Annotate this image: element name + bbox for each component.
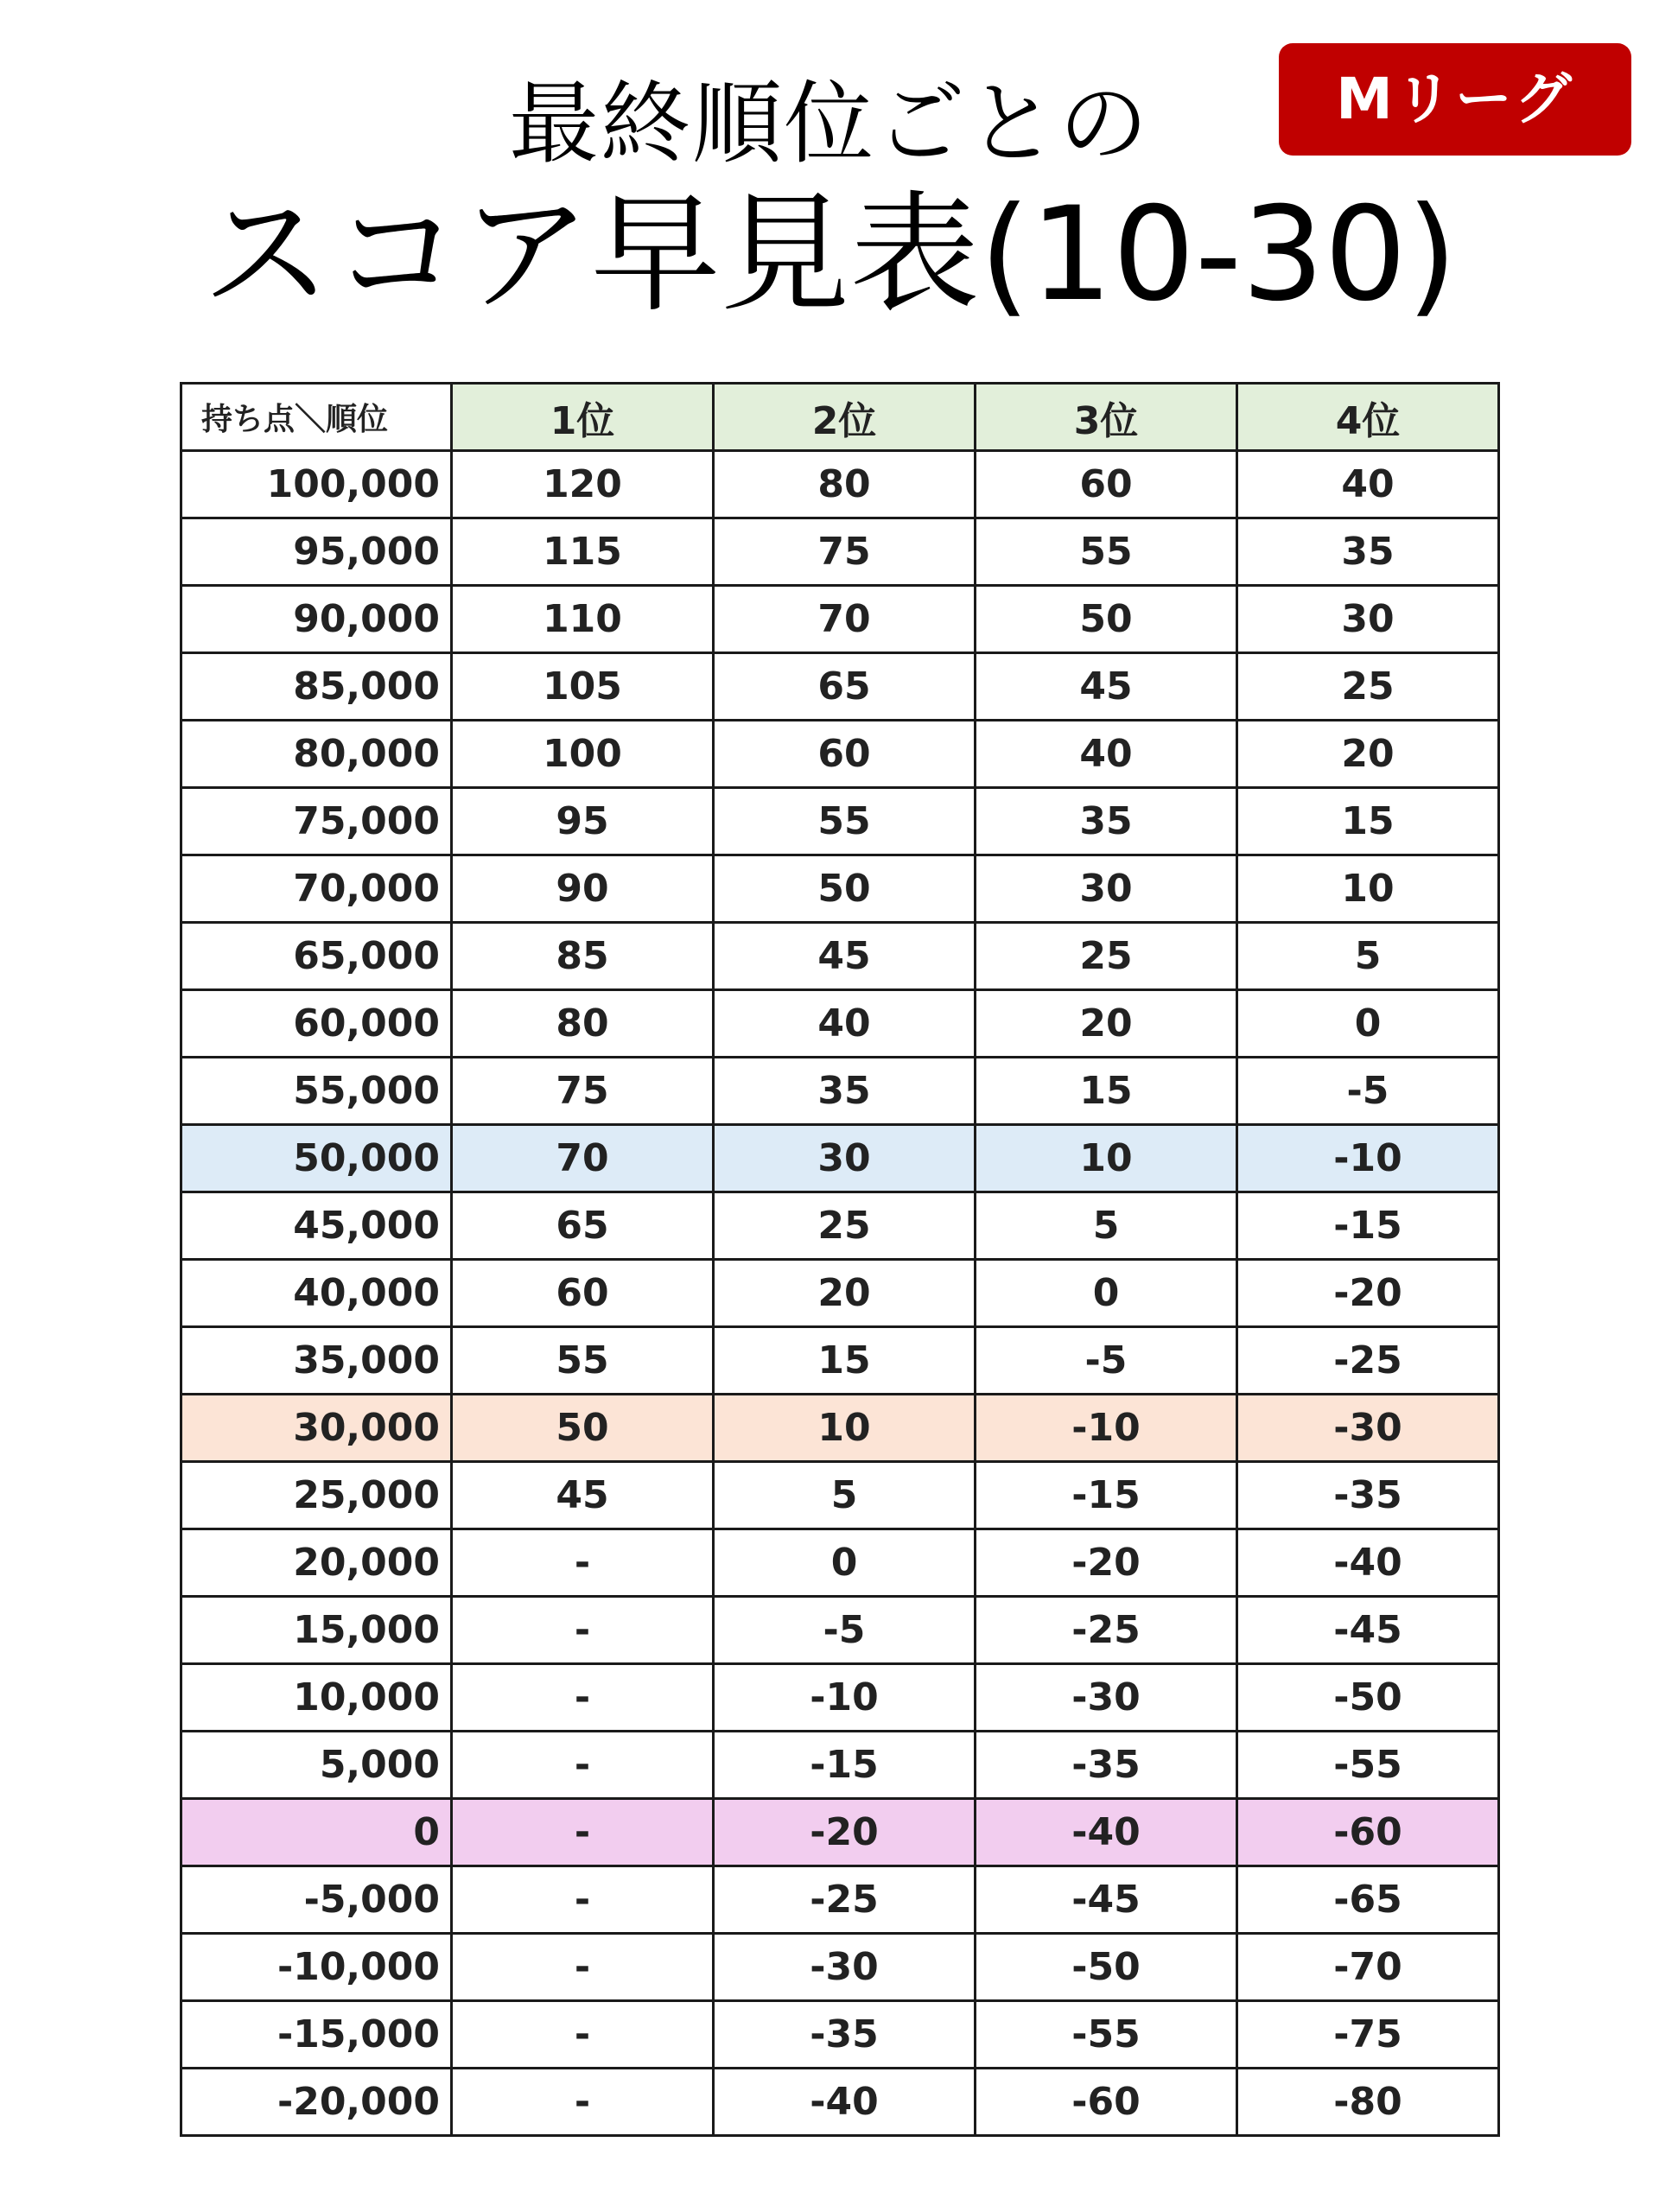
score-cell-rank-1: 55 [452, 1327, 714, 1395]
score-cell-rank-1: 70 [452, 1125, 714, 1192]
points-cell: 50,000 [181, 1125, 452, 1192]
points-cell: 20,000 [181, 1529, 452, 1597]
score-cell-rank-3: 20 [976, 990, 1237, 1058]
score-cell-rank-3: 15 [976, 1058, 1237, 1125]
score-cell-rank-3: 5 [976, 1192, 1237, 1260]
points-cell: 95,000 [181, 518, 452, 586]
table-row [181, 1664, 1499, 1732]
score-cell-rank-2: 70 [714, 586, 976, 653]
score-cell-rank-4: 10 [1237, 855, 1499, 923]
table-row [181, 1934, 1499, 2001]
score-cell-rank-3: -5 [976, 1327, 1237, 1395]
score-cell-rank-3: -10 [976, 1395, 1237, 1462]
score-cell-rank-4: -45 [1237, 1597, 1499, 1664]
score-cell-rank-2: -25 [714, 1866, 976, 1934]
points-cell: 80,000 [181, 721, 452, 788]
score-cell-rank-2: 10 [714, 1395, 976, 1462]
score-cell-rank-2: 15 [714, 1327, 976, 1395]
score-cell-rank-4: -55 [1237, 1732, 1499, 1799]
score-cell-rank-1: 80 [452, 990, 714, 1058]
table-body [181, 451, 1499, 2136]
score-cell-rank-4: -20 [1237, 1260, 1499, 1327]
score-cell-rank-4: 20 [1237, 721, 1499, 788]
score-cell-rank-4: -40 [1237, 1529, 1499, 1597]
table-row [181, 586, 1499, 653]
points-cell: 40,000 [181, 1260, 452, 1327]
score-cell-rank-1: - [452, 2069, 714, 2136]
score-cell-rank-2: -30 [714, 1934, 976, 2001]
score-cell-rank-4: 0 [1237, 990, 1499, 1058]
score-cell-rank-1: 105 [452, 653, 714, 721]
score-cell-rank-3: 30 [976, 855, 1237, 923]
page-title-line2: スコア早見表(10-30) [201, 180, 1458, 330]
table-row [181, 2001, 1499, 2069]
table-row [181, 1866, 1499, 1934]
score-cell-rank-2: 25 [714, 1192, 976, 1260]
score-cell-rank-3: -55 [976, 2001, 1237, 2069]
score-cell-rank-2: 30 [714, 1125, 976, 1192]
score-cell-rank-1: 45 [452, 1462, 714, 1529]
points-cell: 65,000 [181, 923, 452, 990]
score-cell-rank-1: - [452, 1597, 714, 1664]
score-cell-rank-4: -25 [1237, 1327, 1499, 1395]
score-cell-rank-3: 55 [976, 518, 1237, 586]
score-cell-rank-3: -60 [976, 2069, 1237, 2136]
score-cell-rank-3: 40 [976, 721, 1237, 788]
score-cell-rank-2: 40 [714, 990, 976, 1058]
points-cell: 35,000 [181, 1327, 452, 1395]
score-cell-rank-3: -35 [976, 1732, 1237, 1799]
score-cell-rank-2: 50 [714, 855, 976, 923]
points-cell: 10,000 [181, 1664, 452, 1732]
score-cell-rank-2: 55 [714, 788, 976, 855]
score-cell-rank-1: 65 [452, 1192, 714, 1260]
score-cell-rank-4: -60 [1237, 1799, 1499, 1866]
score-cell-rank-1: - [452, 2001, 714, 2069]
score-cell-rank-2: 65 [714, 653, 976, 721]
score-cell-rank-1: - [452, 1934, 714, 2001]
score-cell-rank-3: 35 [976, 788, 1237, 855]
score-cell-rank-4: 30 [1237, 586, 1499, 653]
score-cell-rank-1: 115 [452, 518, 714, 586]
score-cell-rank-3: -25 [976, 1597, 1237, 1664]
points-cell: -20,000 [181, 2069, 452, 2136]
table-row [181, 990, 1499, 1058]
table-row [181, 721, 1499, 788]
points-cell: 100,000 [181, 451, 452, 518]
score-cell-rank-1: 90 [452, 855, 714, 923]
score-cell-rank-1: 95 [452, 788, 714, 855]
table-row [181, 1529, 1499, 1597]
score-cell-rank-2: 35 [714, 1058, 976, 1125]
score-cell-rank-4: 5 [1237, 923, 1499, 990]
score-cell-rank-4: -75 [1237, 2001, 1499, 2069]
header-rank-1: 1位 [452, 384, 714, 451]
table-row [181, 1260, 1499, 1327]
score-cell-rank-3: 60 [976, 451, 1237, 518]
points-cell: 75,000 [181, 788, 452, 855]
score-cell-rank-2: -20 [714, 1799, 976, 1866]
score-cell-rank-2: 60 [714, 721, 976, 788]
score-cell-rank-3: -30 [976, 1664, 1237, 1732]
header-rank-4: 4位 [1237, 384, 1499, 451]
points-cell: 60,000 [181, 990, 452, 1058]
points-cell: -10,000 [181, 1934, 452, 2001]
score-cell-rank-2: 75 [714, 518, 976, 586]
score-cell-rank-1: 110 [452, 586, 714, 653]
score-cell-rank-2: 80 [714, 451, 976, 518]
score-cell-rank-4: -30 [1237, 1395, 1499, 1462]
score-cell-rank-3: 25 [976, 923, 1237, 990]
score-cell-rank-4: 15 [1237, 788, 1499, 855]
score-cell-rank-1: - [452, 1799, 714, 1866]
table-row [181, 2069, 1499, 2136]
score-cell-rank-3: 45 [976, 653, 1237, 721]
table-row [181, 451, 1499, 518]
score-cell-rank-1: 120 [452, 451, 714, 518]
table-row [181, 1732, 1499, 1799]
score-cell-rank-4: -50 [1237, 1664, 1499, 1732]
score-cell-rank-3: 0 [976, 1260, 1237, 1327]
score-cell-rank-1: - [452, 1732, 714, 1799]
header-rank-2: 2位 [714, 384, 976, 451]
points-cell: 85,000 [181, 653, 452, 721]
score-cell-rank-3: -40 [976, 1799, 1237, 1866]
score-cell-rank-4: 40 [1237, 451, 1499, 518]
table-row [181, 1462, 1499, 1529]
score-cell-rank-2: 0 [714, 1529, 976, 1597]
score-cell-rank-1: 100 [452, 721, 714, 788]
score-cell-rank-2: -40 [714, 2069, 976, 2136]
score-cell-rank-1: - [452, 1529, 714, 1597]
table-row [181, 788, 1499, 855]
points-cell: 90,000 [181, 586, 452, 653]
table-row [181, 518, 1499, 586]
table-row [181, 1799, 1499, 1866]
score-cell-rank-2: -10 [714, 1664, 976, 1732]
table-row [181, 1597, 1499, 1664]
points-cell: 55,000 [181, 1058, 452, 1125]
score-cell-rank-1: 85 [452, 923, 714, 990]
score-cell-rank-4: 35 [1237, 518, 1499, 586]
points-cell: 15,000 [181, 1597, 452, 1664]
points-cell: 70,000 [181, 855, 452, 923]
score-cell-rank-4: -15 [1237, 1192, 1499, 1260]
score-cell-rank-4: -35 [1237, 1462, 1499, 1529]
corner-header: 持ち点＼順位 [181, 384, 452, 451]
score-cell-rank-4: -10 [1237, 1125, 1499, 1192]
score-cell-rank-2: 20 [714, 1260, 976, 1327]
points-cell: -15,000 [181, 2001, 452, 2069]
score-cell-rank-3: -45 [976, 1866, 1237, 1934]
header-rank-3: 3位 [976, 384, 1237, 451]
points-cell: 45,000 [181, 1192, 452, 1260]
score-cell-rank-3: 50 [976, 586, 1237, 653]
table-row [181, 653, 1499, 721]
points-cell: 0 [181, 1799, 452, 1866]
table-row [181, 1395, 1499, 1462]
table-row [181, 1192, 1499, 1260]
table-header-row [181, 384, 1499, 451]
points-cell: 30,000 [181, 1395, 452, 1462]
score-cell-rank-4: -80 [1237, 2069, 1499, 2136]
score-cell-rank-2: -15 [714, 1732, 976, 1799]
score-cell-rank-1: - [452, 1866, 714, 1934]
score-cell-rank-3: -15 [976, 1462, 1237, 1529]
score-cell-rank-2: 5 [714, 1462, 976, 1529]
table-row [181, 1058, 1499, 1125]
score-cell-rank-4: 25 [1237, 653, 1499, 721]
table-row [181, 1327, 1499, 1395]
score-cell-rank-4: -70 [1237, 1934, 1499, 2001]
score-cell-rank-3: -20 [976, 1529, 1237, 1597]
table-row [181, 855, 1499, 923]
score-cell-rank-2: -35 [714, 2001, 976, 2069]
table-row [181, 1125, 1499, 1192]
score-cell-rank-1: 75 [452, 1058, 714, 1125]
score-table [180, 382, 1500, 2137]
score-cell-rank-3: -50 [976, 1934, 1237, 2001]
score-cell-rank-4: -5 [1237, 1058, 1499, 1125]
score-cell-rank-3: 10 [976, 1125, 1237, 1192]
points-cell: -5,000 [181, 1866, 452, 1934]
points-cell: 5,000 [181, 1732, 452, 1799]
score-cell-rank-1: 50 [452, 1395, 714, 1462]
page-title-line1: 最終順位ごとの [508, 71, 1150, 176]
score-cell-rank-4: -65 [1237, 1866, 1499, 1934]
table-row [181, 923, 1499, 990]
score-cell-rank-2: 45 [714, 923, 976, 990]
score-cell-rank-2: -5 [714, 1597, 976, 1664]
score-cell-rank-1: 60 [452, 1260, 714, 1327]
league-badge: Mリーグ [1279, 43, 1631, 156]
points-cell: 25,000 [181, 1462, 452, 1529]
score-cell-rank-1: - [452, 1664, 714, 1732]
